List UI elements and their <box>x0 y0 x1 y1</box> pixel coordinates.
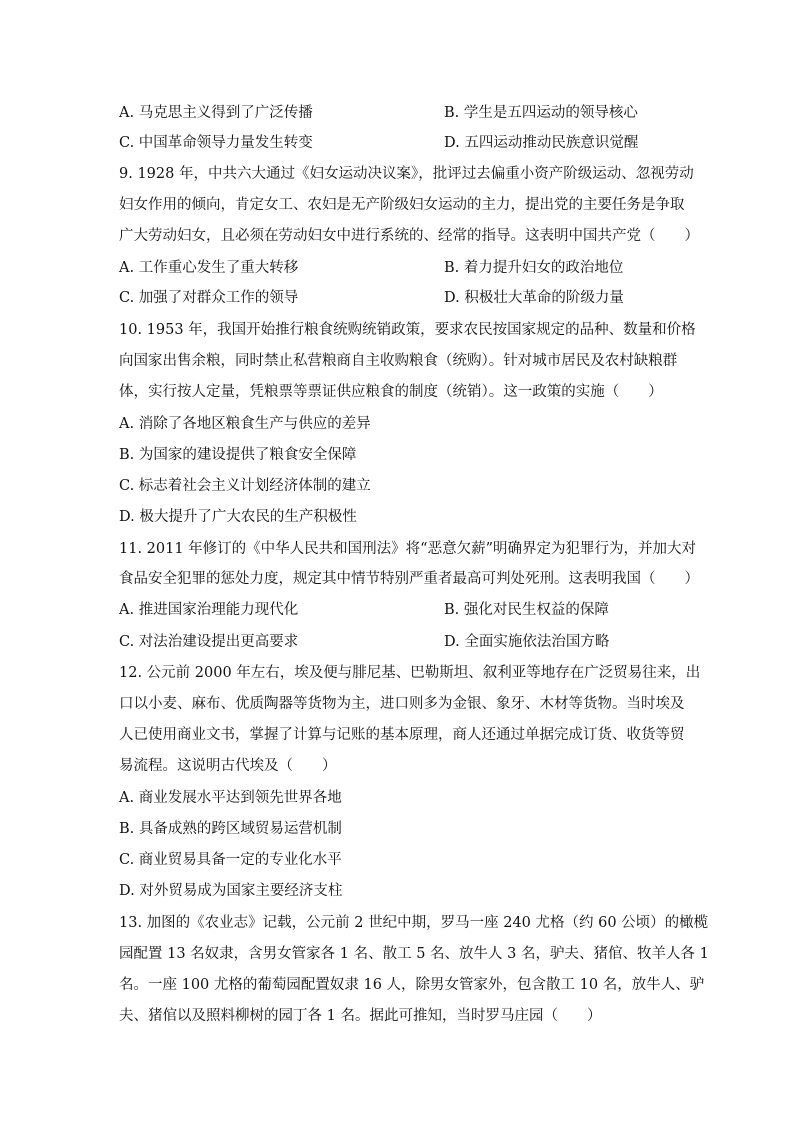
q12-stem-line: 易流程。这说明古代埃及（ ） <box>119 758 337 774</box>
q8-option-c: C. 中国革命领导力量发生转变 <box>119 135 313 151</box>
q10-option-a: A. 消除了各地区粮食生产与供应的差异 <box>119 416 371 432</box>
q9-stem-line: 广大劳动妇女，且必须在劳动妇女中进行系统的、经常的指导。这表明中国共产党（ ） <box>119 228 699 244</box>
q12-option-d: D. 对外贸易成为国家主要经济支柱 <box>119 883 343 899</box>
q11-stem-line: 食品安全犯罪的惩处力度，规定其中情节特别严重者最高可判处死刑。这表明我国（ ） <box>119 571 699 587</box>
q10-option-b: B. 为国家的建设提供了粮食安全保障 <box>119 447 357 463</box>
q12-option-c: C. 商业贸易具备一定的专业化水平 <box>119 852 342 868</box>
q9-option-d: D. 积极壮大革命的阶级力量 <box>444 290 624 306</box>
q12-stem-line: 口以小麦、麻布、优质陶器等货物为主，进口则多为金银、象牙、木材等货物。当时埃及 <box>119 696 685 712</box>
q11-option-d: D. 全面实施依法治国方略 <box>444 634 610 650</box>
q8-option-b: B. 学生是五四运动的领导核心 <box>444 105 638 121</box>
q8-option-a: A. 马克思主义得到了广泛传播 <box>119 105 313 121</box>
q13-stem-line: 13. 加图的《农业志》记载，公元前 2 世纪中期，罗马一座 240 尤格（约 60 公顷）的橄榄 <box>119 915 709 931</box>
q13-stem-line: 夫、猪倌以及照料柳树的园丁各 1 名。据此可推知，当时罗马庄园（ ） <box>119 1008 602 1024</box>
q11-option-b: B. 强化对民生权益的保障 <box>444 602 609 618</box>
q13-stem-line: 园配置 13 名奴隶，含男女管家各 1 名、散工 5 名、放牛人 3 名，驴夫、猪倌、牧羊人各 1 <box>119 946 709 962</box>
q12-stem-line: 12. 公元前 2000 年左右，埃及便与腓尼基、巴勒斯坦、叙利亚等地存在广泛贸易往来，出 <box>119 665 701 681</box>
q11-option-a: A. 推进国家治理能力现代化 <box>119 602 299 618</box>
q10-stem-line: 10. 1953 年，我国开始推行粮食统购统销政策，要求农民按国家规定的品种、数量和价格 <box>119 322 696 338</box>
q9-option-a: A. 工作重心发生了重大转移 <box>119 260 299 276</box>
q9-stem-line: 妇女作用的倾向，肯定女工、农妇是无产阶级妇女运动的主力，提出党的主要任务是争取 <box>119 197 685 213</box>
q10-stem-line: 体，实行按人定量，凭粮票等票证供应粮食的制度（统销）。这一政策的实施（ ） <box>119 384 663 400</box>
q10-option-d: D. 极大提升了广大农民的生产积极性 <box>119 509 357 525</box>
q8-option-d: D. 五四运动推动民族意识觉醒 <box>444 135 639 151</box>
q9-option-b: B. 着力提升妇女的政治地位 <box>444 260 624 276</box>
q13-stem-line: 名。一座 100 尤格的葡萄园配置奴隶 16 人，除男女管家外，包含散工 10 名，放牛人、驴 <box>119 977 705 993</box>
q10-stem-line: 向国家出售余粮，同时禁止私营粮商自主收购粮食（统购）。针对城市居民及农村缺粮群 <box>119 353 678 369</box>
q11-stem-line: 11. 2011 年修订的《中华人民共和国刑法》将“恶意欠薪”明确界定为犯罪行为，并加大对 <box>119 541 697 557</box>
q10-option-c: C. 标志着社会主义计划经济体制的建立 <box>119 478 371 494</box>
q9-stem-line: 9. 1928 年，中共六大通过《妇女运动决议案》，批评过去偏重小资产阶级运动、忽视劳动 <box>119 166 694 182</box>
q9-option-c: C. 加强了对群众工作的领导 <box>119 290 299 306</box>
q11-option-c: C. 对法治建设提出更高要求 <box>119 634 299 650</box>
q12-option-b: B. 具备成熟的跨区域贸易运营机制 <box>119 821 342 837</box>
q12-stem-line: 人已使用商业文书，掌握了计算与记账的基本原理，商人还通过单据完成订货、收货等贸 <box>119 727 685 743</box>
q12-option-a: A. 商业发展水平达到领先世界各地 <box>119 790 342 806</box>
